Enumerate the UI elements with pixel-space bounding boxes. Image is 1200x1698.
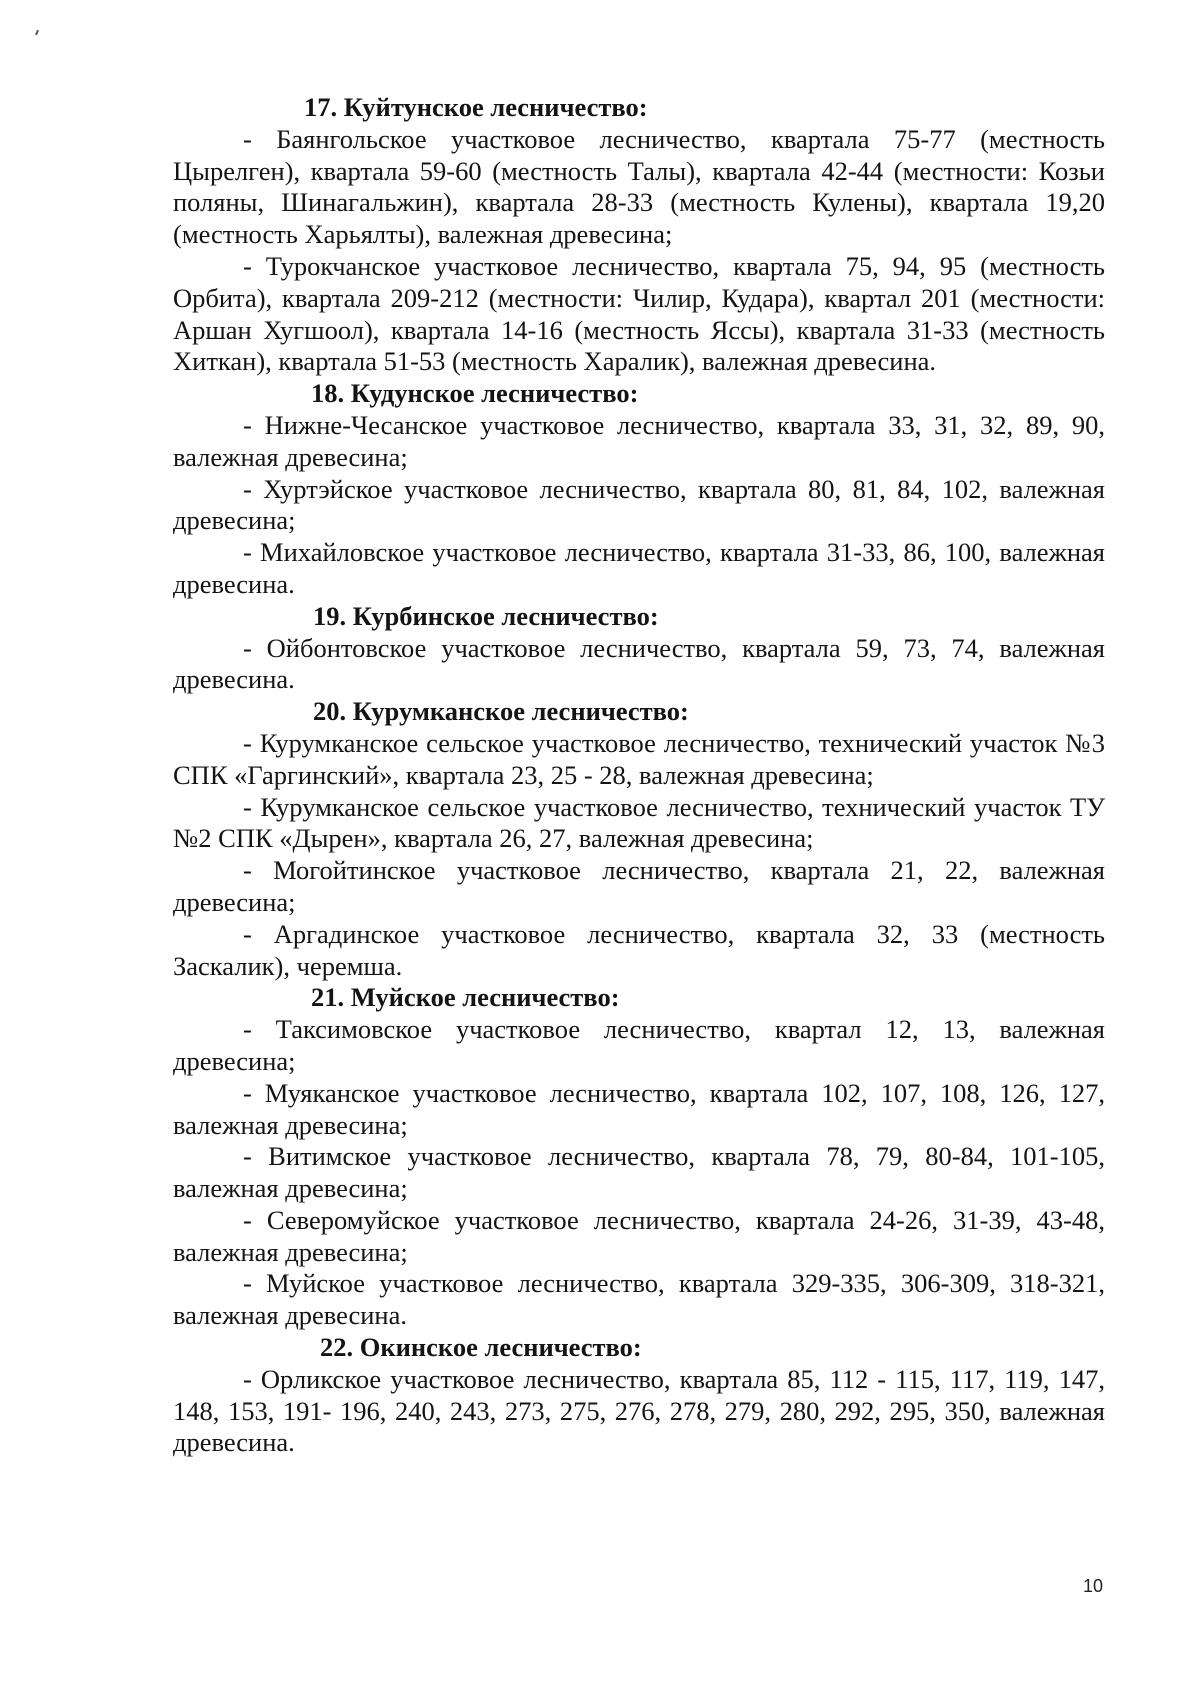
section-heading: 17. Куйтунское лесничество: [304,92,648,122]
list-item: - Орликское участковое лесничество, квартала 85, 112 - 115, 117, 119, 147, 148, 153, 191- 196, 240, 243, 273, 275, 276, 278, 279, 280, 292, 295, 350, валежная древесина. [173,1363,1105,1458]
section-heading: 18. Кудунское лесничество: [311,378,639,409]
section-20 [173,696,1105,982]
section-22 [173,1332,1105,1459]
list-item: - Витимское участковое лесничество, квартала 78, 79, 80-84, 101-105, валежная древесина; [173,1141,1105,1204]
list-item: - Таксимовское участковое лесничество, квартал 12, 13, валежная древесина; [173,1014,1105,1076]
list-item: - Михайловское участковое лесничество, квартала 31-33, 86, 100, валежная древесина. [173,537,1105,599]
list-item: - Нижне-Чесанское участковое лесничество, квартала 33, 31, 32, 89, 90, валежная древесина; [173,409,1105,472]
section-heading: 22. Окинское лесничество: [320,1332,642,1363]
list-item: - Могойтинское участковое лесничество, квартала 21, 22, валежная древесина; [173,855,1105,917]
section-heading: 21. Муйское лесничество: [311,982,620,1013]
page-number: 10 [1082,1576,1103,1596]
list-item: - Турокчанское участковое лесничество, квартала 75, 94, 95 (местность Орбита), квартала 209-212 (местности: Чилир, Кудара), квартал 201 (местности: Аршан Хугшоол), квартала 14-16 (местность Яссы), квартала 31-33 (местность Хиткан), квартала 51-53 (местность Харалик), валежная древесина. [173,250,1105,377]
list-item: - Баянгольское участковое лесничество, квартала 75-77 (местность Цырелген), квартала 59-60 (местность Талы), квартала 42-44 (местности: Козьи поляны, Шинагальжин), квартала 28-33 (местность Кулены), квартала 19,20 (местность Харьялты), валежная древесина; [173,123,1105,250]
list-item: - Курумканское сельское участковое лесничество, технический участок ТУ №2 СПК «Дырен», квартала 26, 27, валежная древесина; [173,791,1105,854]
section-21 [173,982,1105,1332]
section-heading: 20. Курумканское лесничество: [313,696,689,727]
list-item: - Ойбонтовское участковое лесничество, квартала 59, 73, 74, валежная древесина. [173,632,1105,695]
section-heading: 19. Курбинское лесничество: [313,600,659,631]
list-item: - Муйское участковое лесничество, квартала 329-335, 306-309, 318-321, валежная древесина. [173,1268,1105,1331]
document-body [173,92,1105,1459]
section-17 [173,92,1105,378]
list-item: - Северомуйское участковое лесничество, квартала 24-26, 31-39, 43-48, валежная древесина; [173,1204,1105,1267]
list-item: - Муяканское участковое лесничество, квартала 102, 107, 108, 126, 127, валежная древесина; [173,1077,1105,1140]
scan-speck [35,30,39,35]
list-item: - Курумканское сельское участковое лесничество, технический участок №3 СПК «Гаргинский», квартала 23, 25 - 28, валежная древесина; [173,727,1105,790]
section-19 [173,601,1105,696]
section-18 [173,378,1105,601]
list-item: - Аргадинское участковое лесничество, квартала 32, 33 (местность Заскалик), черемша. [173,918,1105,981]
list-item: - Хуртэйское участковое лесничество, квартала 80, 81, 84, 102, валежная древесина; [173,473,1105,536]
